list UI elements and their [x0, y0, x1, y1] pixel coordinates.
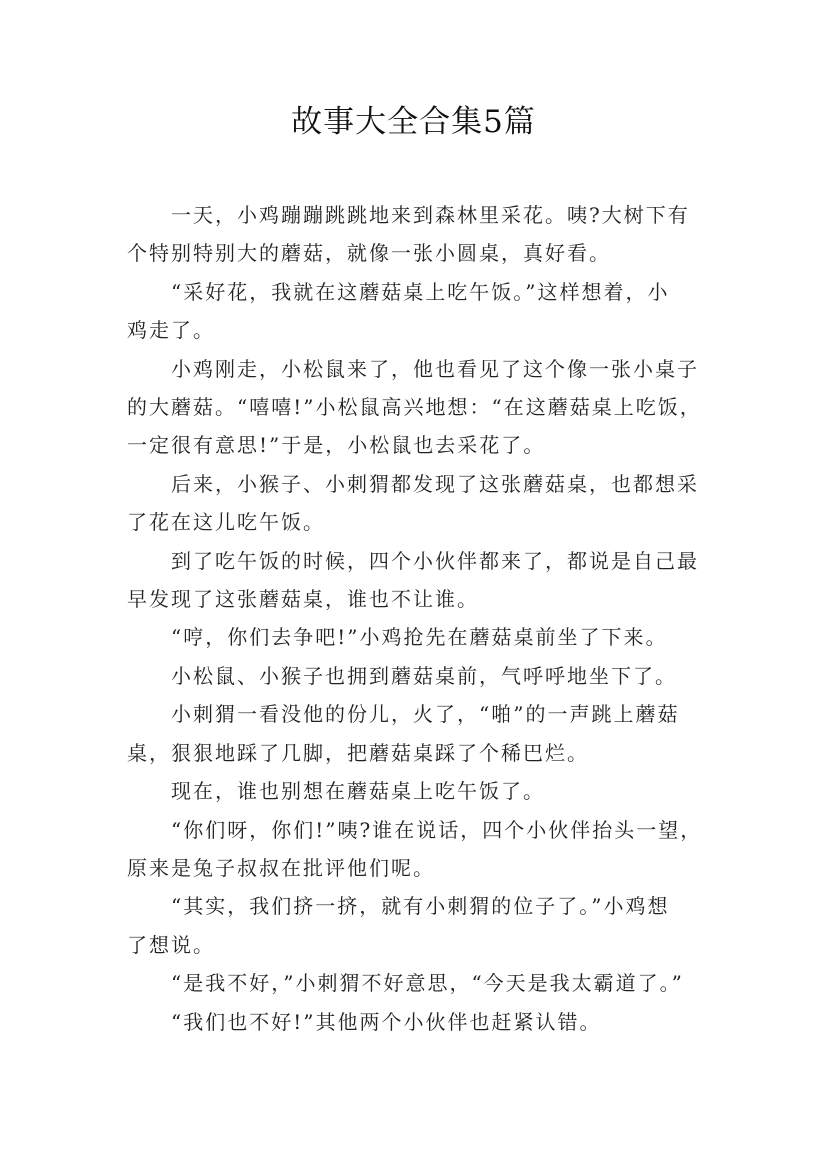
paragraph — [127, 657, 711, 695]
paragraph-line: 小刺猬一看没他的份儿，火了，“啪”的一声跳上蘑菇 — [171, 702, 680, 727]
paragraph — [127, 811, 711, 888]
paragraph — [127, 618, 711, 656]
paragraph — [127, 964, 711, 1002]
document-title: 故事大全合集5篇 — [291, 104, 536, 140]
paragraph — [127, 772, 711, 810]
paragraph-line: 一天，小鸡蹦蹦跳跳地来到森林里采花。咦?大树下有 — [171, 203, 690, 227]
paragraph — [127, 542, 711, 619]
paragraph-line: “我们也不好!”其他两个小伙伴也赶紧认错。 — [171, 1009, 602, 1034]
paragraph-line: 桌，狠狠地踩了几脚，把蘑菇桌踩了个稀巴烂。 — [127, 740, 589, 765]
paragraph-line: “你们呀，你们!”咦?谁在说话，四个小伙伴抬头一望， — [171, 817, 703, 842]
paragraph-line: 后来，小猴子、小刺猬都发现了这张蘑菇桌，也都想采 — [171, 471, 699, 496]
paragraph — [127, 887, 711, 964]
paragraph — [127, 695, 711, 772]
paragraph — [127, 196, 711, 273]
paragraph-line: “是我不好，”小刺猬不好意思，“今天是我太霸道了。” — [171, 971, 684, 996]
paragraph-line: 小松鼠、小猴子也拥到蘑菇桌前，气呼呼地坐下了。 — [171, 663, 677, 688]
paragraph-line: 原来是兔子叔叔在批评他们呢。 — [127, 855, 435, 880]
paragraph — [127, 1003, 711, 1041]
document-body — [127, 196, 711, 1041]
paragraph-line: “其实，我们挤一挤，就有小刺猬的位子了。”小鸡想 — [171, 894, 670, 919]
paragraph-line: 了想说。 — [127, 932, 215, 957]
paragraph — [127, 350, 711, 465]
paragraph — [127, 465, 711, 542]
paragraph-line: 小鸡刚走，小松鼠来了，他也看见了这个像一张小桌子 — [171, 356, 699, 381]
paragraph-line: 的大蘑菇。“嘻嘻!”小松鼠高兴地想：“在这蘑菇桌上吃饭， — [127, 395, 702, 420]
paragraph-line: 了花在这儿吃午饭。 — [127, 510, 325, 535]
paragraph — [127, 273, 711, 350]
paragraph-line: 个特别特别大的蘑菇，就像一张小圆桌，真好看。 — [127, 241, 611, 266]
paragraph-line: 鸡走了。 — [127, 318, 215, 343]
paragraph-line: “采好花，我就在这蘑菇桌上吃午饭。”这样想着，小 — [171, 279, 670, 304]
paragraph-line: 到了吃午饭的时候，四个小伙伴都来了，都说是自己最 — [171, 548, 699, 573]
paragraph-line: 现在，谁也别想在蘑菇桌上吃午饭了。 — [171, 779, 545, 804]
paragraph-line: “哼，你们去争吧!”小鸡抢先在蘑菇桌前坐了下来。 — [171, 625, 668, 650]
paragraph-line: 一定很有意思!”于是，小松鼠也去采花了。 — [127, 433, 546, 458]
paragraph-line: 早发现了这张蘑菇桌，谁也不让谁。 — [127, 587, 479, 612]
